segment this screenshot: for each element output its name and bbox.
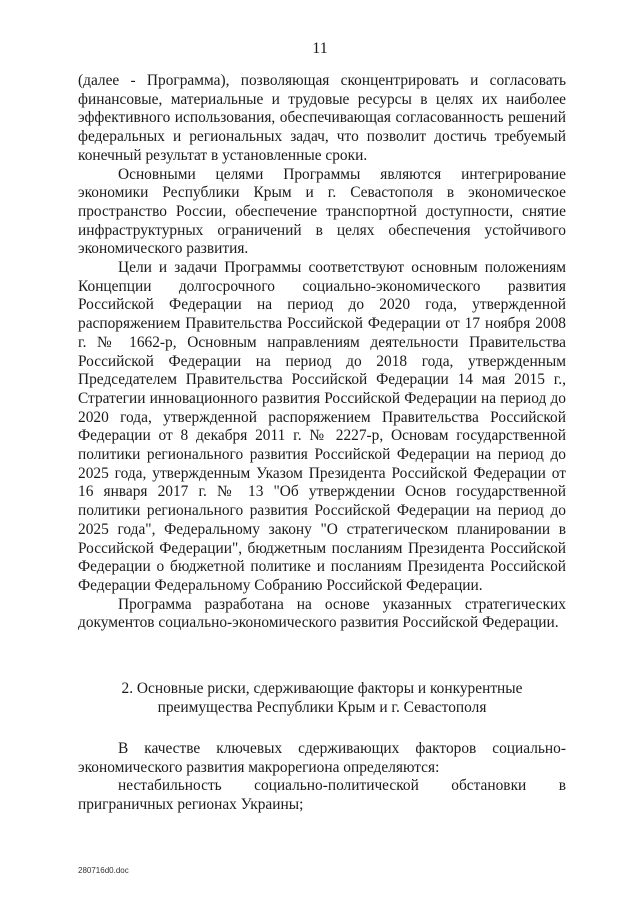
- paragraph-goals-alignment: Цели и задачи Программы соответствуют основным положениям Концепции долгосрочного социально-экономического развития Российской Федерации на период до 2020 года, утвержденной распоряжением Правительства Российской Федерации от 17 ноября 2008 г. № 1662-р, Основным направлениям деятельности Правительства Российской Федерации на период до 2018 года, утвержденным Председателем Правительства Российской Федерации 14 мая 2015 г., Стратегии инновационного развития Российской Федерации на период до 2020 года, утвержденной распоряжением Правительства Российской Федерации от 8 декабря 2011 г. № 2227-р, Основам государственной политики регионального развития Российской Федерации на период до 2025 года, утвержденным Указом Президента Российской Федерации от 16 января 2017 г. № 13 "Об утверждении Основ государственной политики регионального развития Российской Федерации на период до 2025 года", Федеральному закону "О стратегическом планировании в Российской Федерации", бюджетным посланиям Президента Российской Федерации о бюджетной политике и посланиям Президента Российской Федерации Федеральному Собранию Российской Федерации.: [78, 259, 566, 594]
- paragraph-key-factors: В качестве ключевых сдерживающих факторов социально-экономического развития макрорегиона определяются:: [78, 740, 566, 776]
- paragraph-program-goals: Основными целями Программы являются интегрирование экономики Республики Крым и г. Севастополя в экономическое пространство России, обеспечение транспортной доступности, снятие инфраструктурных ограничений в целях обеспечения устойчивого экономического развития.: [78, 165, 566, 258]
- section-heading: [78, 680, 566, 717]
- paragraph-instability: нестабильность социально-политической обстановки в приграничных регионах Украины;: [78, 777, 566, 814]
- page-number: 11: [312, 40, 328, 57]
- section-body: [78, 740, 566, 815]
- paragraph-program-basis: Программа разработана на основе указанных стратегических документов социально-экономического развития Российской Федерации.: [78, 595, 566, 632]
- section-heading-line-2: преимущества Республики Крым и г. Севастополя: [157, 698, 487, 716]
- paragraph-program-continuation: (далее - Программа), позволяющая сконцентрировать и согласовать финансовые, материальные и трудовые ресурсы в целях их наиболее эффективного использования, обеспечивающая согласованность решений федеральных и региональных задач, что позволит достичь требуемый конечный результат в установленные сроки.: [78, 72, 566, 164]
- document-file-code: 280716d0.doc: [78, 866, 129, 875]
- document-body: [78, 72, 566, 633]
- section-heading-line-1: 2. Основные риски, сдерживающие факторы и конкурентные: [121, 680, 523, 697]
